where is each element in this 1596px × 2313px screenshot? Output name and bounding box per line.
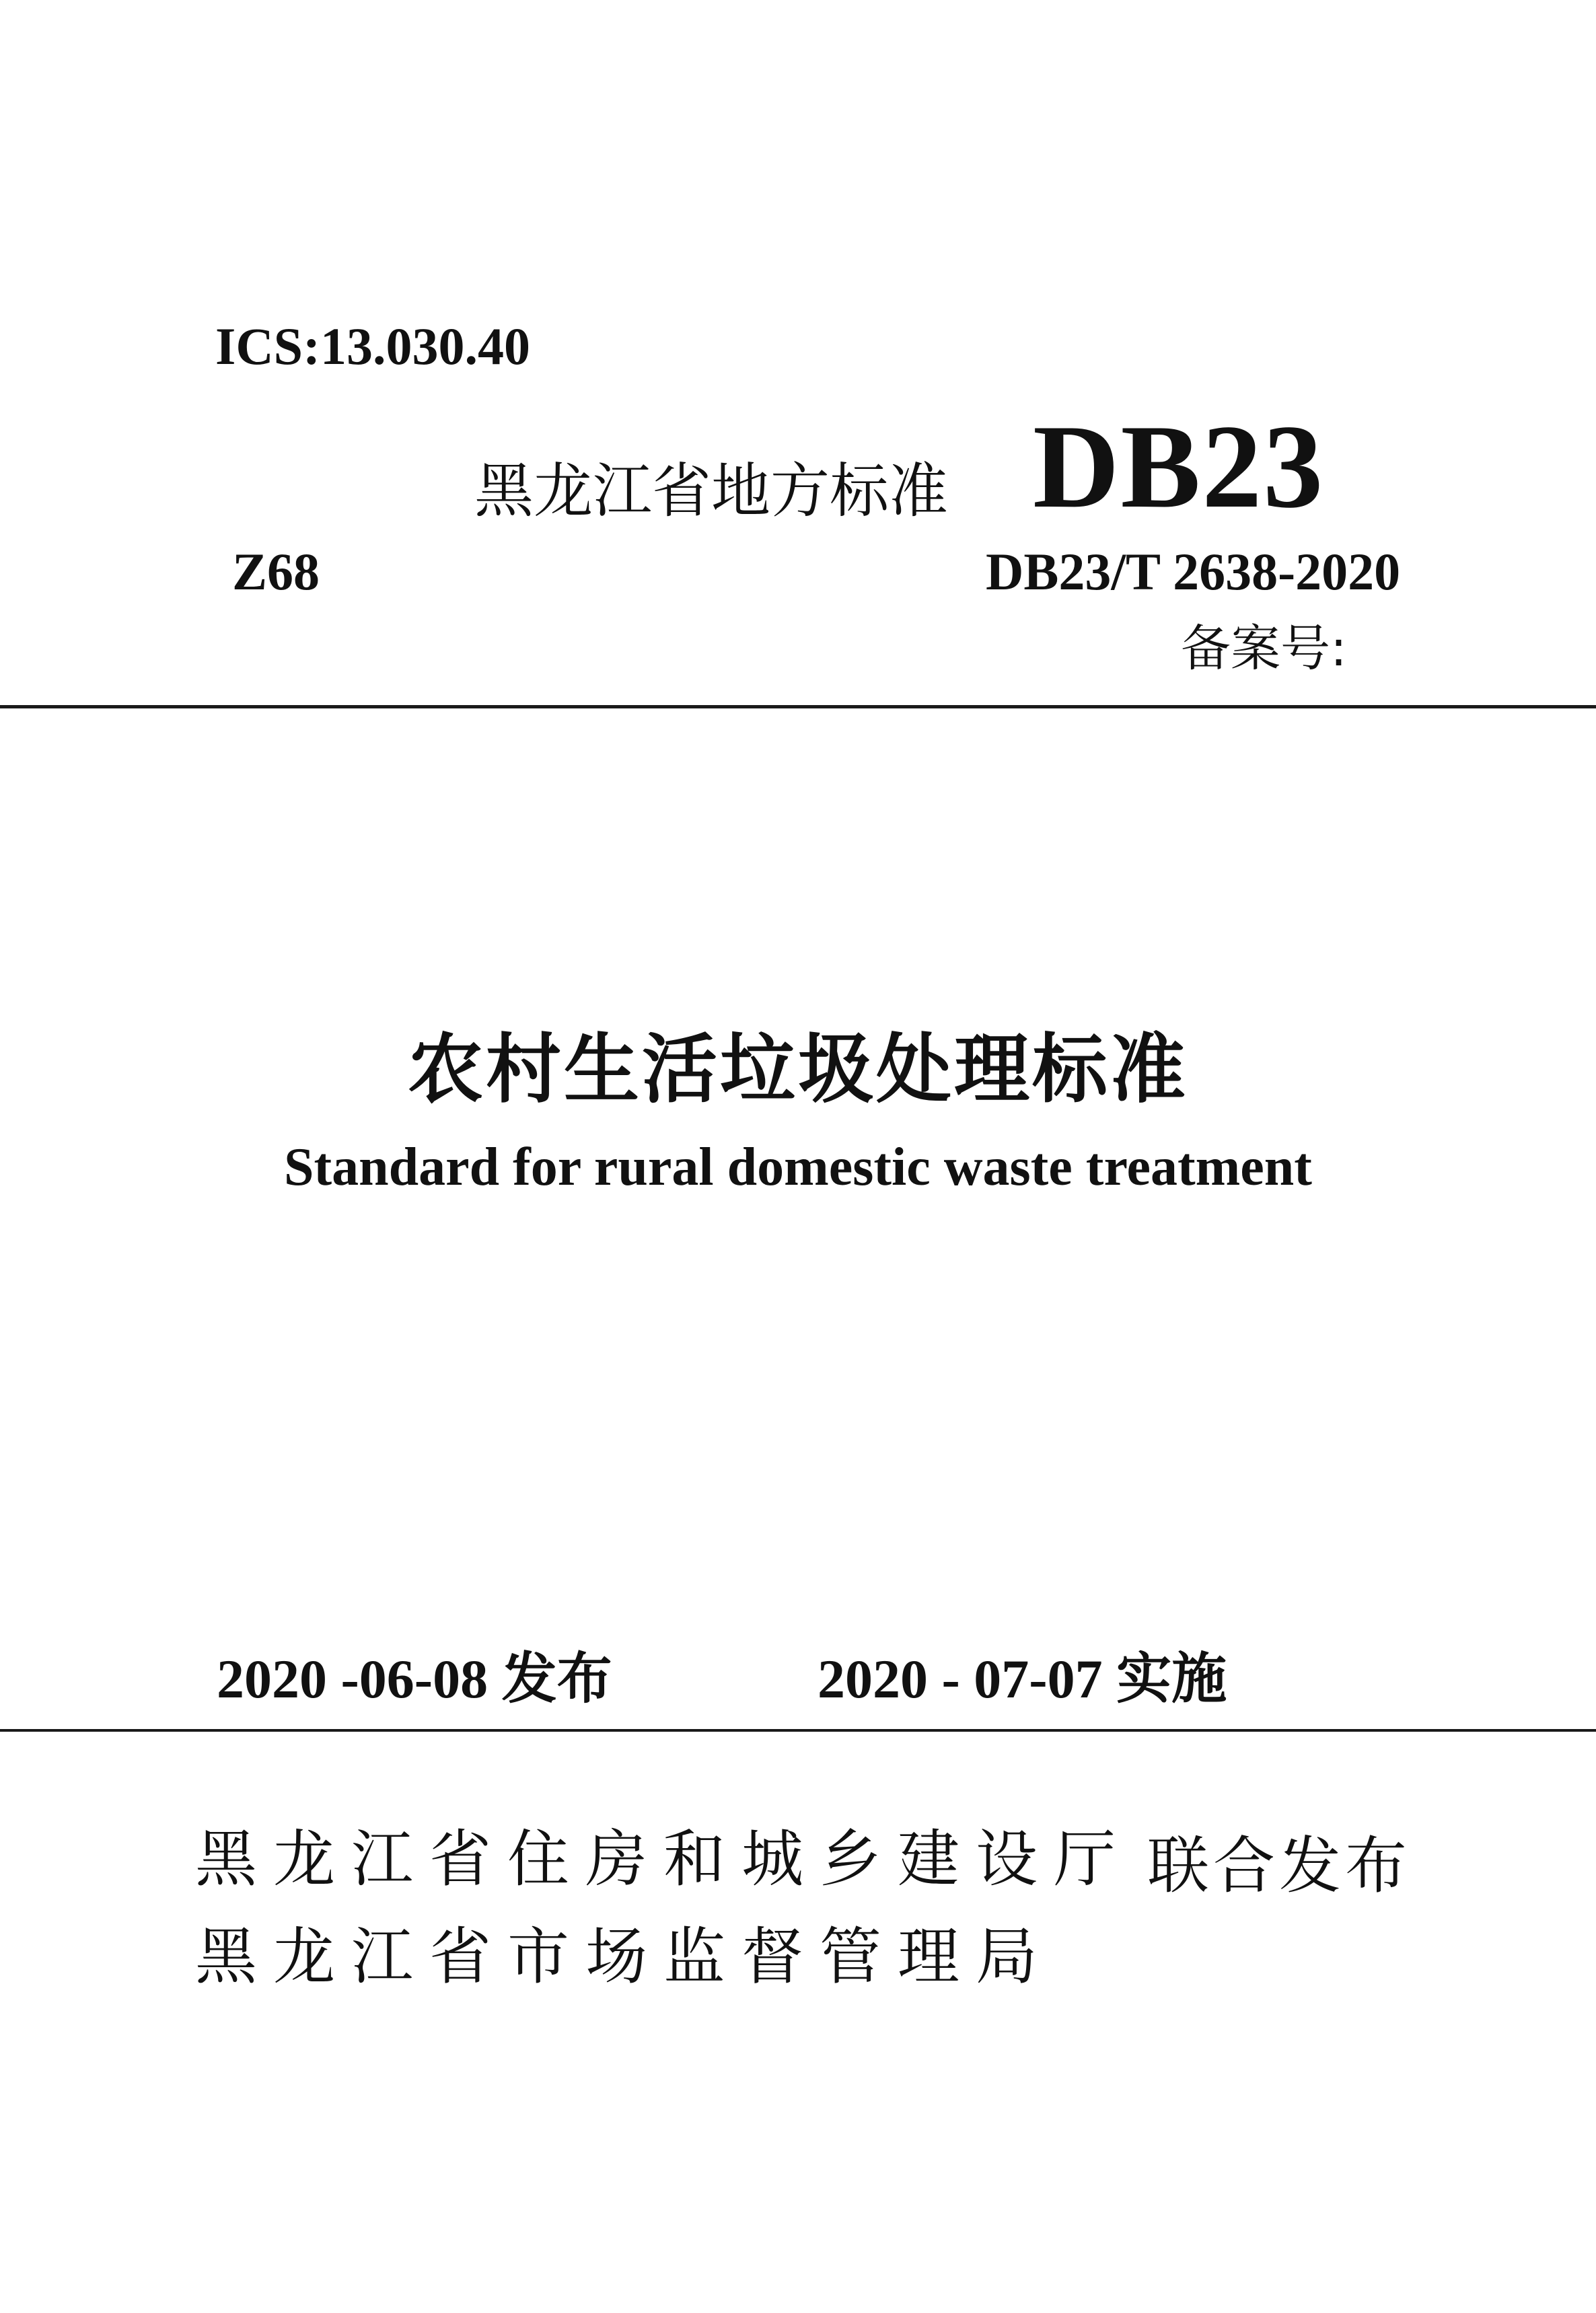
header-divider	[0, 705, 1596, 708]
document-title-english: Standard for rural domestic waste treatment	[284, 1138, 1312, 1197]
standard-type-label: 黑龙江省地方标准	[474, 456, 949, 525]
filing-number-label: 备案号:	[1181, 620, 1347, 677]
standard-number: DB23/T 2638-2020	[986, 542, 1401, 601]
standard-code-large: DB23	[1033, 400, 1325, 533]
effective-date: 2020 - 07-07 实施	[818, 1648, 1227, 1710]
publish-date: 2020 -06-08 发布	[217, 1648, 612, 1710]
classification-code: Z68	[232, 542, 320, 601]
document-title-chinese: 农村生活垃圾处理标准	[408, 1026, 1188, 1113]
issuer-housing-department: 黑龙江省住房和城乡建设厅	[195, 1823, 1132, 1895]
joint-release-label: 联合发布	[1147, 1830, 1412, 1902]
ics-code: ICS:13.030.40	[215, 317, 531, 375]
footer-divider	[0, 1729, 1596, 1732]
issuer-market-regulation-bureau: 黑龙江省市场监督管理局	[195, 1921, 1054, 1993]
